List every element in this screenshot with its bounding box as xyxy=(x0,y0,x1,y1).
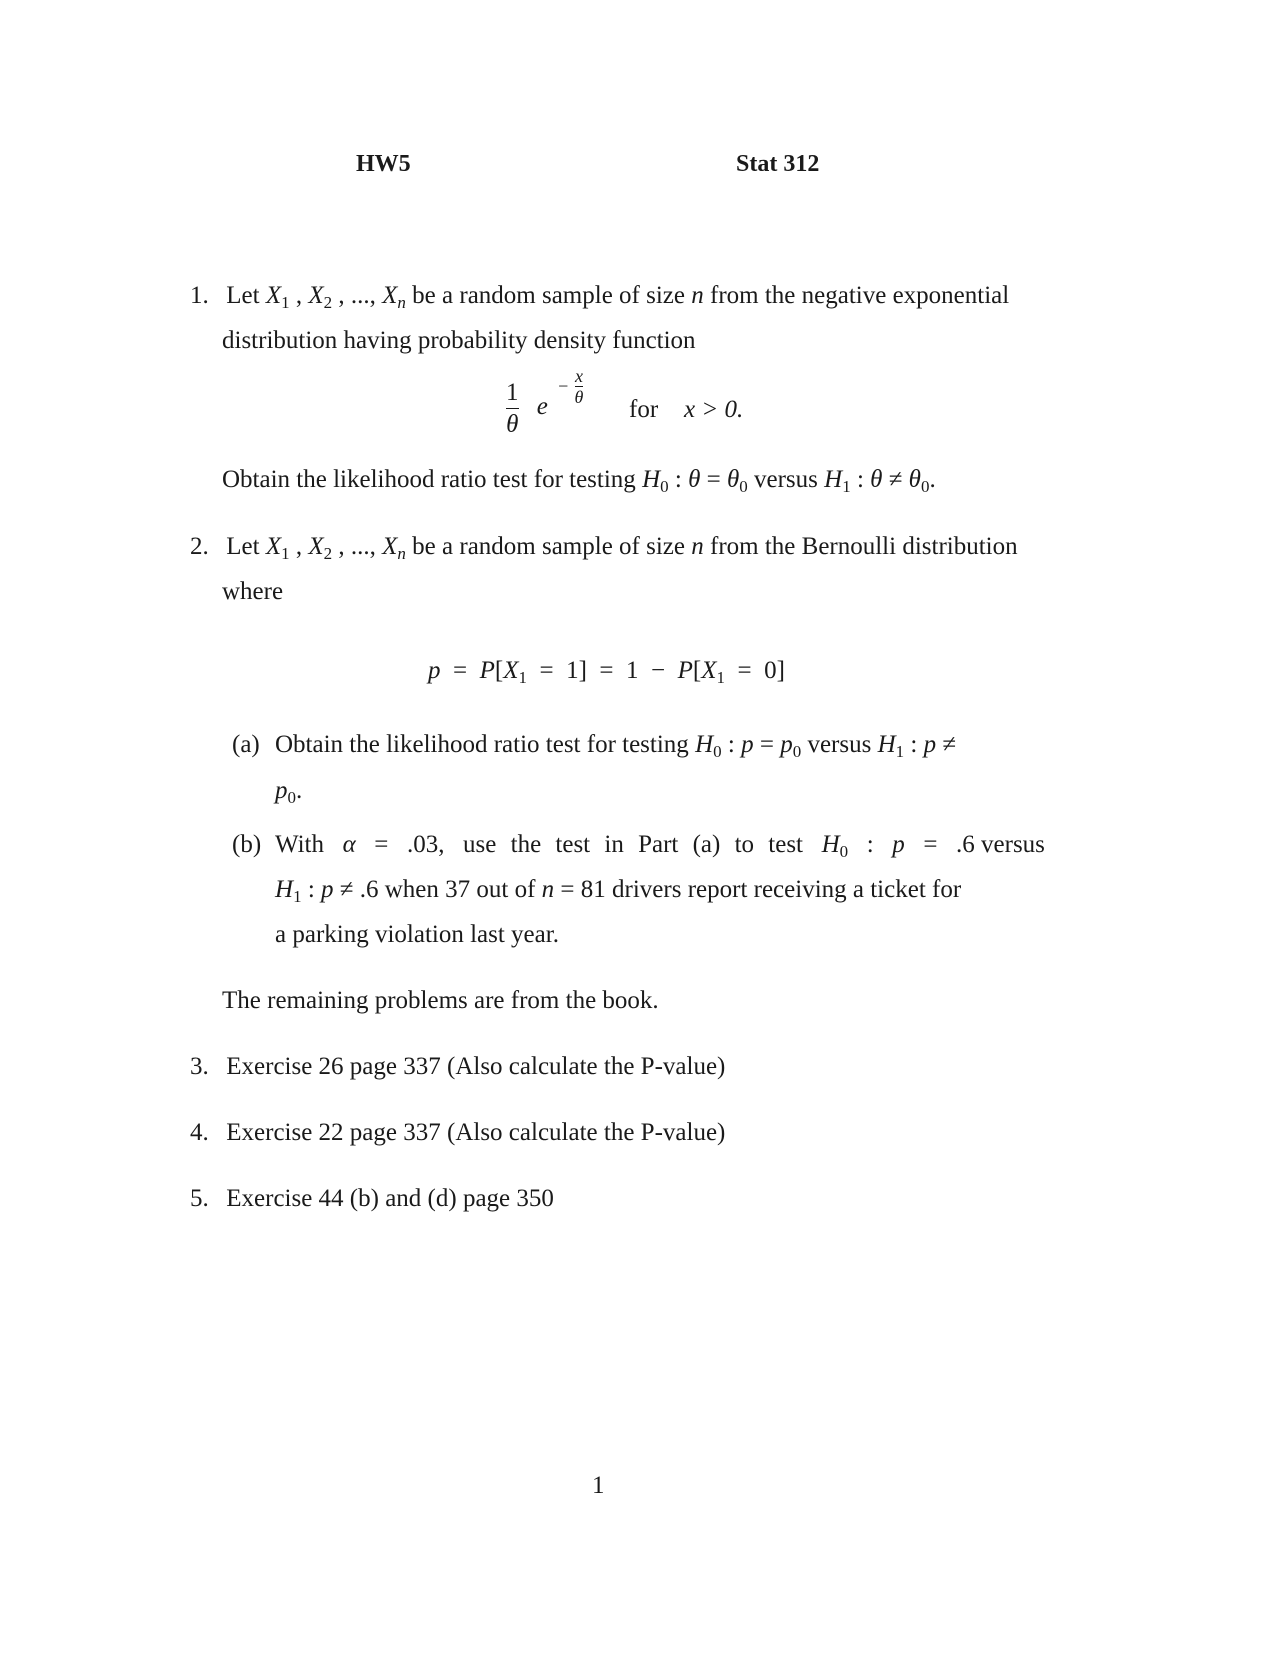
part-b-line-3: a parking violation last year. xyxy=(275,921,559,948)
part-a-label: (a) xyxy=(232,731,260,758)
part-a-line-2: $p_0$. xyxy=(275,777,303,807)
page-number: 1 xyxy=(592,1472,605,1499)
problem-1-line-2: distribution having probability density function xyxy=(222,327,696,354)
problem-4-number: 4. xyxy=(190,1119,209,1146)
header-right: Stat 312 xyxy=(736,151,820,177)
problem-3: 3. Exercise 26 page 337 (Also calculate the P-value) xyxy=(190,1053,726,1080)
part-b-label: (b) xyxy=(232,831,262,858)
remaining-problems-note: The remaining problems are from the book. xyxy=(222,987,659,1014)
pdf-formula: $\frac{1}{\theta}$ e − $\frac{x}{\theta}$ xyxy=(506,366,584,438)
part-b-line-2: $H_1$ : p ≠ .6 when 37 out of n = 81 drivers report receiving a ticket for xyxy=(275,876,962,906)
pdf-domain-condition: x > 0. xyxy=(684,396,744,423)
bernoulli-definition-formula: $p = P[X_1 = 1] = 1 - P[X_1 = 0]$ xyxy=(428,657,785,687)
part-b-line-1: With α = .03, use the test in Part (a) to test $H_0$ : p = .6 versus xyxy=(275,831,1045,861)
pdf-for-label: for xyxy=(629,396,659,423)
problem-1-number: 1. xyxy=(190,282,209,309)
part-a-line-1: Obtain the likelihood ratio test for testing $H_0$ : $p = p_0$ versus $H_1$ : p ≠ xyxy=(275,731,957,761)
header-left: HW5 xyxy=(356,151,411,177)
problem-2-line-2: where xyxy=(222,578,284,605)
one-over-theta-fraction: $\frac{1}{\theta}$ xyxy=(506,379,519,438)
problem-2-number: 2. xyxy=(190,533,209,560)
problem-1-line-1: 1. Let $X_1$ , $X_2$ , ..., $X_n$ be a random sample of size n from the negative exponential xyxy=(190,282,1010,312)
problem-5-number: 5. xyxy=(190,1185,209,1212)
problem-2-line-1: 2. Let $X_1$ , $X_2$ , ..., $X_n$ be a random sample of size n from the Bernoulli distribution xyxy=(190,533,1018,563)
problem-1-lrt-line: Obtain the likelihood ratio test for testing $H_0$ : $\theta = \theta_0$ versus $H_1$ : $\theta \ne \theta_0$. xyxy=(222,466,936,496)
problem-5: 5. Exercise 44 (b) and (d) page 350 xyxy=(190,1185,554,1212)
problem-4: 4. Exercise 22 page 337 (Also calculate the P-value) xyxy=(190,1119,726,1146)
problem-3-number: 3. xyxy=(190,1053,209,1080)
